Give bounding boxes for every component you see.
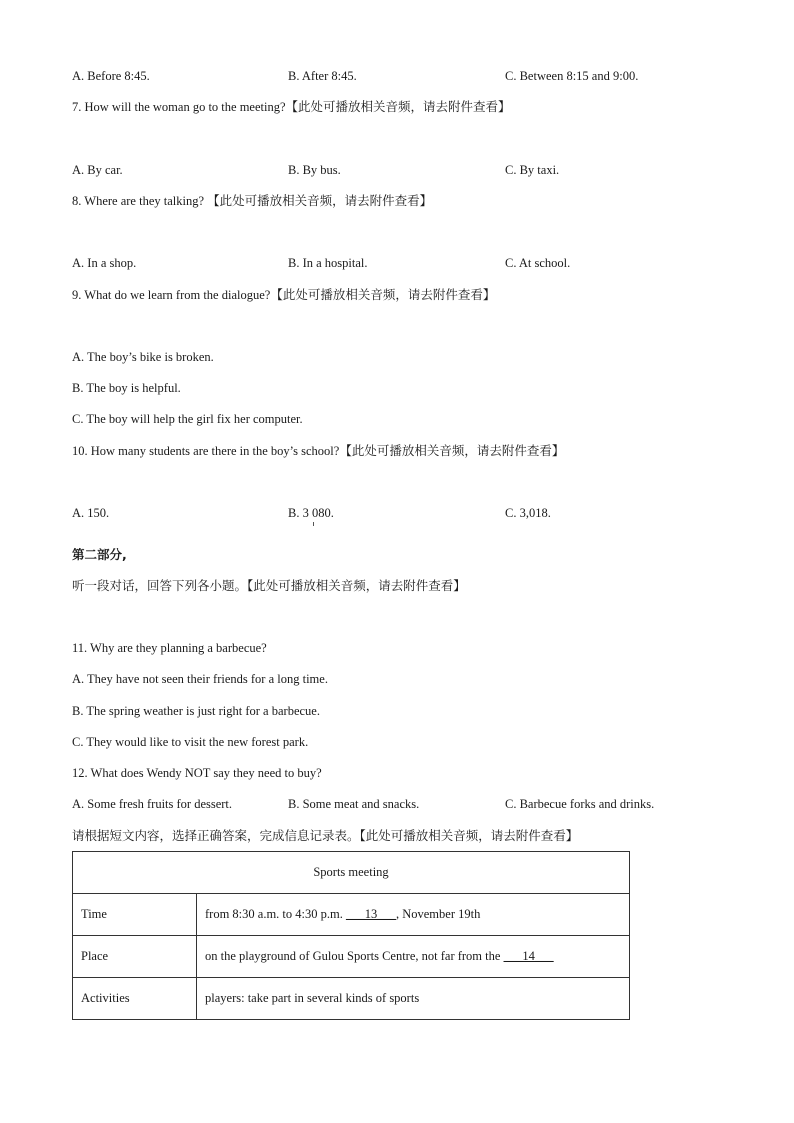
q11-question: 11. Why are they planning a barbecue? bbox=[72, 641, 267, 655]
audio-link[interactable]: 【此处可播放相关音频，请去附件查看】 bbox=[270, 287, 496, 302]
q10-option-b: B. 3 080. bbox=[288, 506, 334, 520]
q11-option-c: C. They would like to visit the new forest park. bbox=[72, 735, 309, 749]
row-content: on the playground of Gulou Sports Centre, not far from the ___14___ bbox=[197, 936, 630, 978]
info-record-table bbox=[72, 851, 630, 1020]
q12-option-c: C. Barbecue forks and drinks. bbox=[505, 797, 655, 811]
row-label: Activities bbox=[73, 978, 197, 1020]
q8-option-b: B. In a hospital. bbox=[288, 256, 368, 270]
q10-question: 10. How many students are there in the boy’s school?【此处可播放相关音频，请去附件查看】 bbox=[72, 443, 565, 458]
table-title: Sports meeting bbox=[73, 852, 630, 894]
row-content: players: take part in several kinds of sports bbox=[197, 978, 630, 1020]
audio-link[interactable]: 【此处可播放相关音频，请去附件查看】 bbox=[339, 443, 565, 458]
part2-instruction: 听一段对话，回答下列各小题。【此处可播放相关音频，请去附件查看】 bbox=[72, 578, 466, 593]
q6-options bbox=[72, 68, 712, 84]
q10-option-a: A. 150. bbox=[72, 506, 110, 520]
part2-title: 第二部分, bbox=[72, 547, 127, 562]
q9-option-c: C. The boy will help the girl fix her computer. bbox=[72, 412, 303, 426]
q7-option-a: A. By car. bbox=[72, 163, 123, 177]
q8-option-a: A. In a shop. bbox=[72, 256, 137, 270]
q7-option-b: B. By bus. bbox=[288, 163, 341, 177]
table-row bbox=[73, 894, 630, 936]
row-content: from 8:30 a.m. to 4:30 p.m. ___13___, November 19th bbox=[197, 894, 630, 936]
q8-question: 8. Where are they talking? 【此处可播放相关音频，请去附件查看】 bbox=[72, 193, 433, 208]
stray-mark bbox=[313, 522, 314, 526]
q11-option-a: A. They have not seen their friends for a long time. bbox=[72, 672, 328, 686]
row-label: Place bbox=[73, 936, 197, 978]
q10-options bbox=[72, 505, 712, 521]
row-label: Time bbox=[73, 894, 197, 936]
q10-option-c: C. 3,018. bbox=[505, 506, 551, 520]
table-row bbox=[73, 978, 630, 1020]
q7-option-c: C. By taxi. bbox=[505, 163, 560, 177]
audio-link[interactable]: 【此处可播放相关音频，请去附件查看】 bbox=[207, 193, 433, 208]
q12-options bbox=[72, 796, 712, 812]
q9-option-b: B. The boy is helpful. bbox=[72, 381, 181, 395]
q6-option-c: C. Between 8:15 and 9:00. bbox=[505, 69, 639, 83]
q12-option-b: B. Some meat and snacks. bbox=[288, 797, 420, 811]
q11-option-b: B. The spring weather is just right for a barbecue. bbox=[72, 704, 320, 718]
q6-option-a: A. Before 8:45. bbox=[72, 69, 150, 83]
table-header-row bbox=[73, 852, 630, 894]
q8-options bbox=[72, 255, 712, 271]
q12-option-a: A. Some fresh fruits for dessert. bbox=[72, 797, 233, 811]
table-row bbox=[73, 936, 630, 978]
q6-option-b: B. After 8:45. bbox=[288, 69, 357, 83]
audio-link[interactable]: 【此处可播放相关音频，请去附件查看】 bbox=[285, 99, 511, 114]
audio-link[interactable]: 【此处可播放相关音频，请去附件查看】 bbox=[359, 828, 579, 843]
answer-blank[interactable]: ___13___ bbox=[345, 907, 396, 921]
table-instruction: 请根据短文内容，选择正确答案，完成信息记录表。【此处可播放相关音频，请去附件查看】 bbox=[72, 828, 579, 843]
q7-question: 7. How will the woman go to the meeting?【此处可播放相关音频，请去附件查看】 bbox=[72, 99, 511, 114]
q7-options bbox=[72, 162, 712, 178]
q9-option-a: A. The boy’s bike is broken. bbox=[72, 350, 214, 364]
answer-blank[interactable]: ___14___ bbox=[503, 949, 554, 963]
audio-link[interactable]: 【此处可播放相关音频，请去附件查看】 bbox=[247, 578, 466, 593]
q8-option-c: C. At school. bbox=[505, 256, 571, 270]
q12-question: 12. What does Wendy NOT say they need to buy? bbox=[72, 766, 322, 780]
q9-question: 9. What do we learn from the dialogue?【此处可播放相关音频，请去附件查看】 bbox=[72, 287, 496, 302]
